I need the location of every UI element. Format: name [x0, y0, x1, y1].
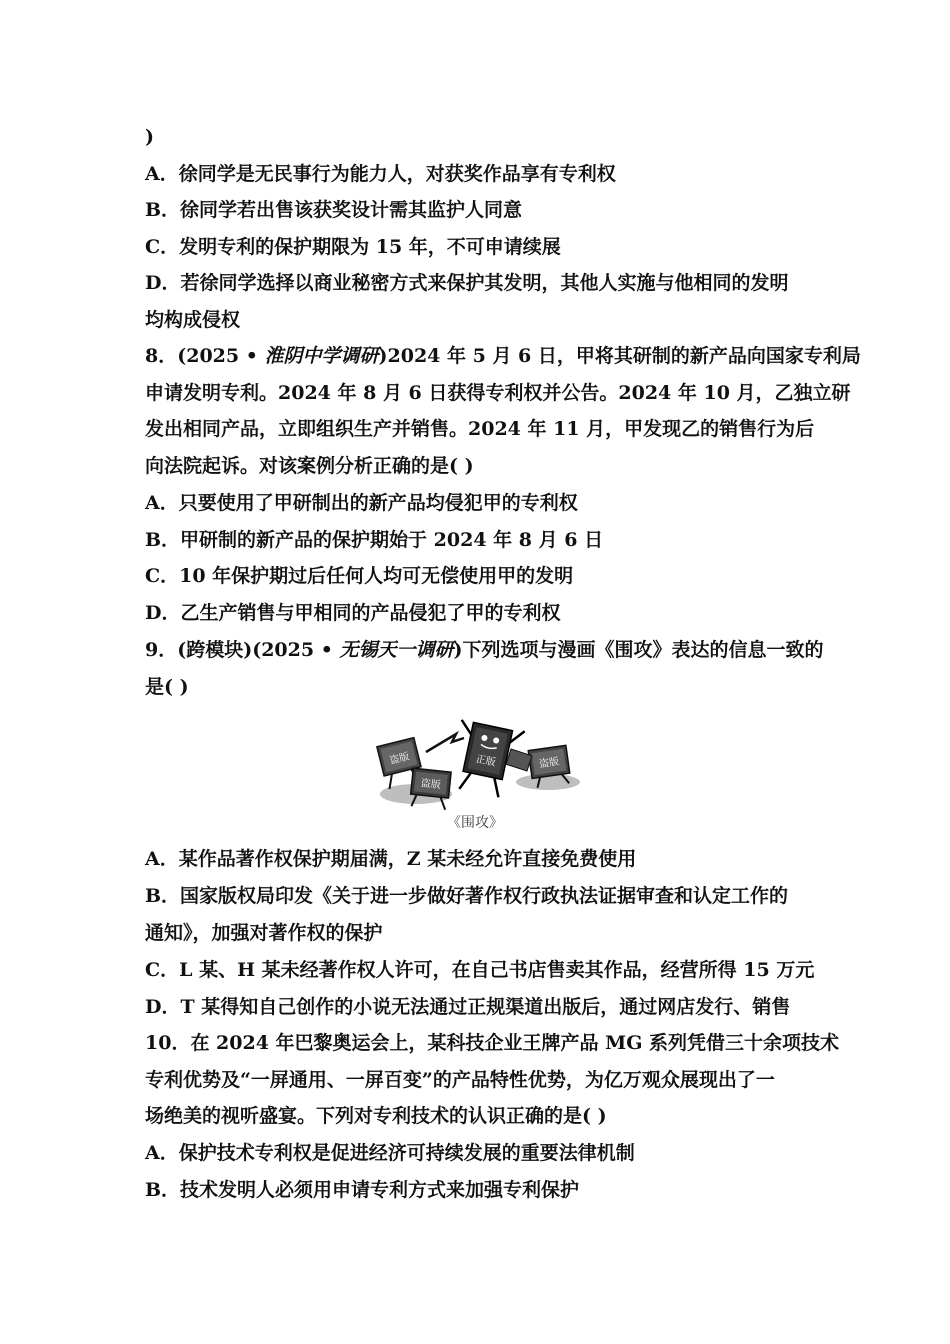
q8-option-c: C．10 年保护期过后任何人均可无偿使用甲的发明	[145, 565, 574, 587]
q9-option-b: B．国家版权局印发《关于进一步做好著作权行政执法证据审查和认定工作的	[145, 885, 789, 907]
cartoon-label-2: 盗版	[420, 778, 442, 792]
q9-option-d: D．T 某得知自己创作的小说无法通过正规渠道出版后，通过网店发行、销售	[145, 996, 791, 1018]
q10-stem-line1: 10．在 2024 年巴黎奥运会上，某科技企业王牌产品 MG 系列凭借三十余项技术	[145, 1032, 840, 1054]
q7-option-d-cont: 均构成侵权	[145, 309, 241, 331]
cartoon-label-4: 盗版	[538, 756, 560, 771]
q10-stem-line3: 场绝美的视听盛宴。下列对专利技术的认识正确的是( )	[145, 1105, 607, 1127]
paren-close: )	[145, 126, 154, 148]
q8-option-a: A．只要使用了甲研制出的新产品均侵犯甲的专利权	[145, 492, 578, 514]
q9-stem-line2: 是( )	[145, 676, 189, 698]
cartoon-image	[368, 712, 584, 812]
cartoon-label-1: 盗版	[388, 751, 411, 767]
q10-stem-line2: 专利优势及“一屏通用、一屏百变”的产品特性优势，为亿万观众展现出了一	[145, 1069, 775, 1091]
q8-stem-line1: 8．(2025 • 淮阴中学调研)2024 年 5 月 6 日，甲将其研制的新产品向国家专利局	[145, 345, 861, 367]
q7-option-c: C．发明专利的保护期限为 15 年，不可申请续展	[145, 236, 561, 258]
q10-option-b: B．技术发明人必须用申请专利方式来加强专利保护	[145, 1179, 580, 1201]
q9-option-a: A．某作品著作权保护期届满，Z 某未经允许直接免费使用	[145, 848, 637, 870]
q9-option-c: C．L 某、H 某未经著作权人许可，在自己书店售卖其作品，经营所得 15 万元	[145, 959, 815, 981]
q9-stem-line1: 9．(跨模块)(2025 • 无锡天一调研)下列选项与漫画《围攻》表达的信息一致的	[145, 639, 824, 661]
q8-number: 8．	[145, 345, 178, 367]
q8-stem-line2: 申请发明专利。2024 年 8 月 6 日获得专利权并公告。2024 年 10 月，乙独立研	[145, 382, 851, 404]
q9-tag: (跨模块)	[177, 639, 253, 661]
q10-option-a: A．保护技术专利权是促进经济可持续发展的重要法律机制	[145, 1142, 635, 1164]
q7-option-b: B．徐同学若出售该获奖设计需其监护人同意	[145, 199, 523, 221]
q8-option-b: B．甲研制的新产品的保护期始于 2024 年 8 月 6 日	[145, 529, 604, 551]
q9-source: 无锡天一调研	[339, 639, 454, 661]
q8-stem-line4: 向法院起诉。对该案例分析正确的是( )	[145, 455, 474, 477]
q8-stem-line3: 发出相同产品，立即组织生产并销售。2024 年 11 月，甲发现乙的销售行为后	[145, 418, 815, 440]
cartoon-label-3: 正版	[474, 753, 497, 769]
q9-number: 9．	[145, 639, 178, 661]
q7-option-d: D．若徐同学选择以商业秘密方式来保护其发明，其他人实施与他相同的发明	[145, 272, 789, 294]
q8-source: 淮阴中学调研	[264, 345, 379, 367]
q8-option-d: D．乙生产销售与甲相同的产品侵犯了甲的专利权	[145, 602, 561, 624]
cartoon-caption: 《围攻》	[447, 815, 503, 831]
q9-option-b-cont: 通知》，加强对著作权的保护	[145, 922, 383, 944]
q7-option-a: A．徐同学是无民事行为能力人，对获奖作品享有专利权	[145, 163, 616, 185]
